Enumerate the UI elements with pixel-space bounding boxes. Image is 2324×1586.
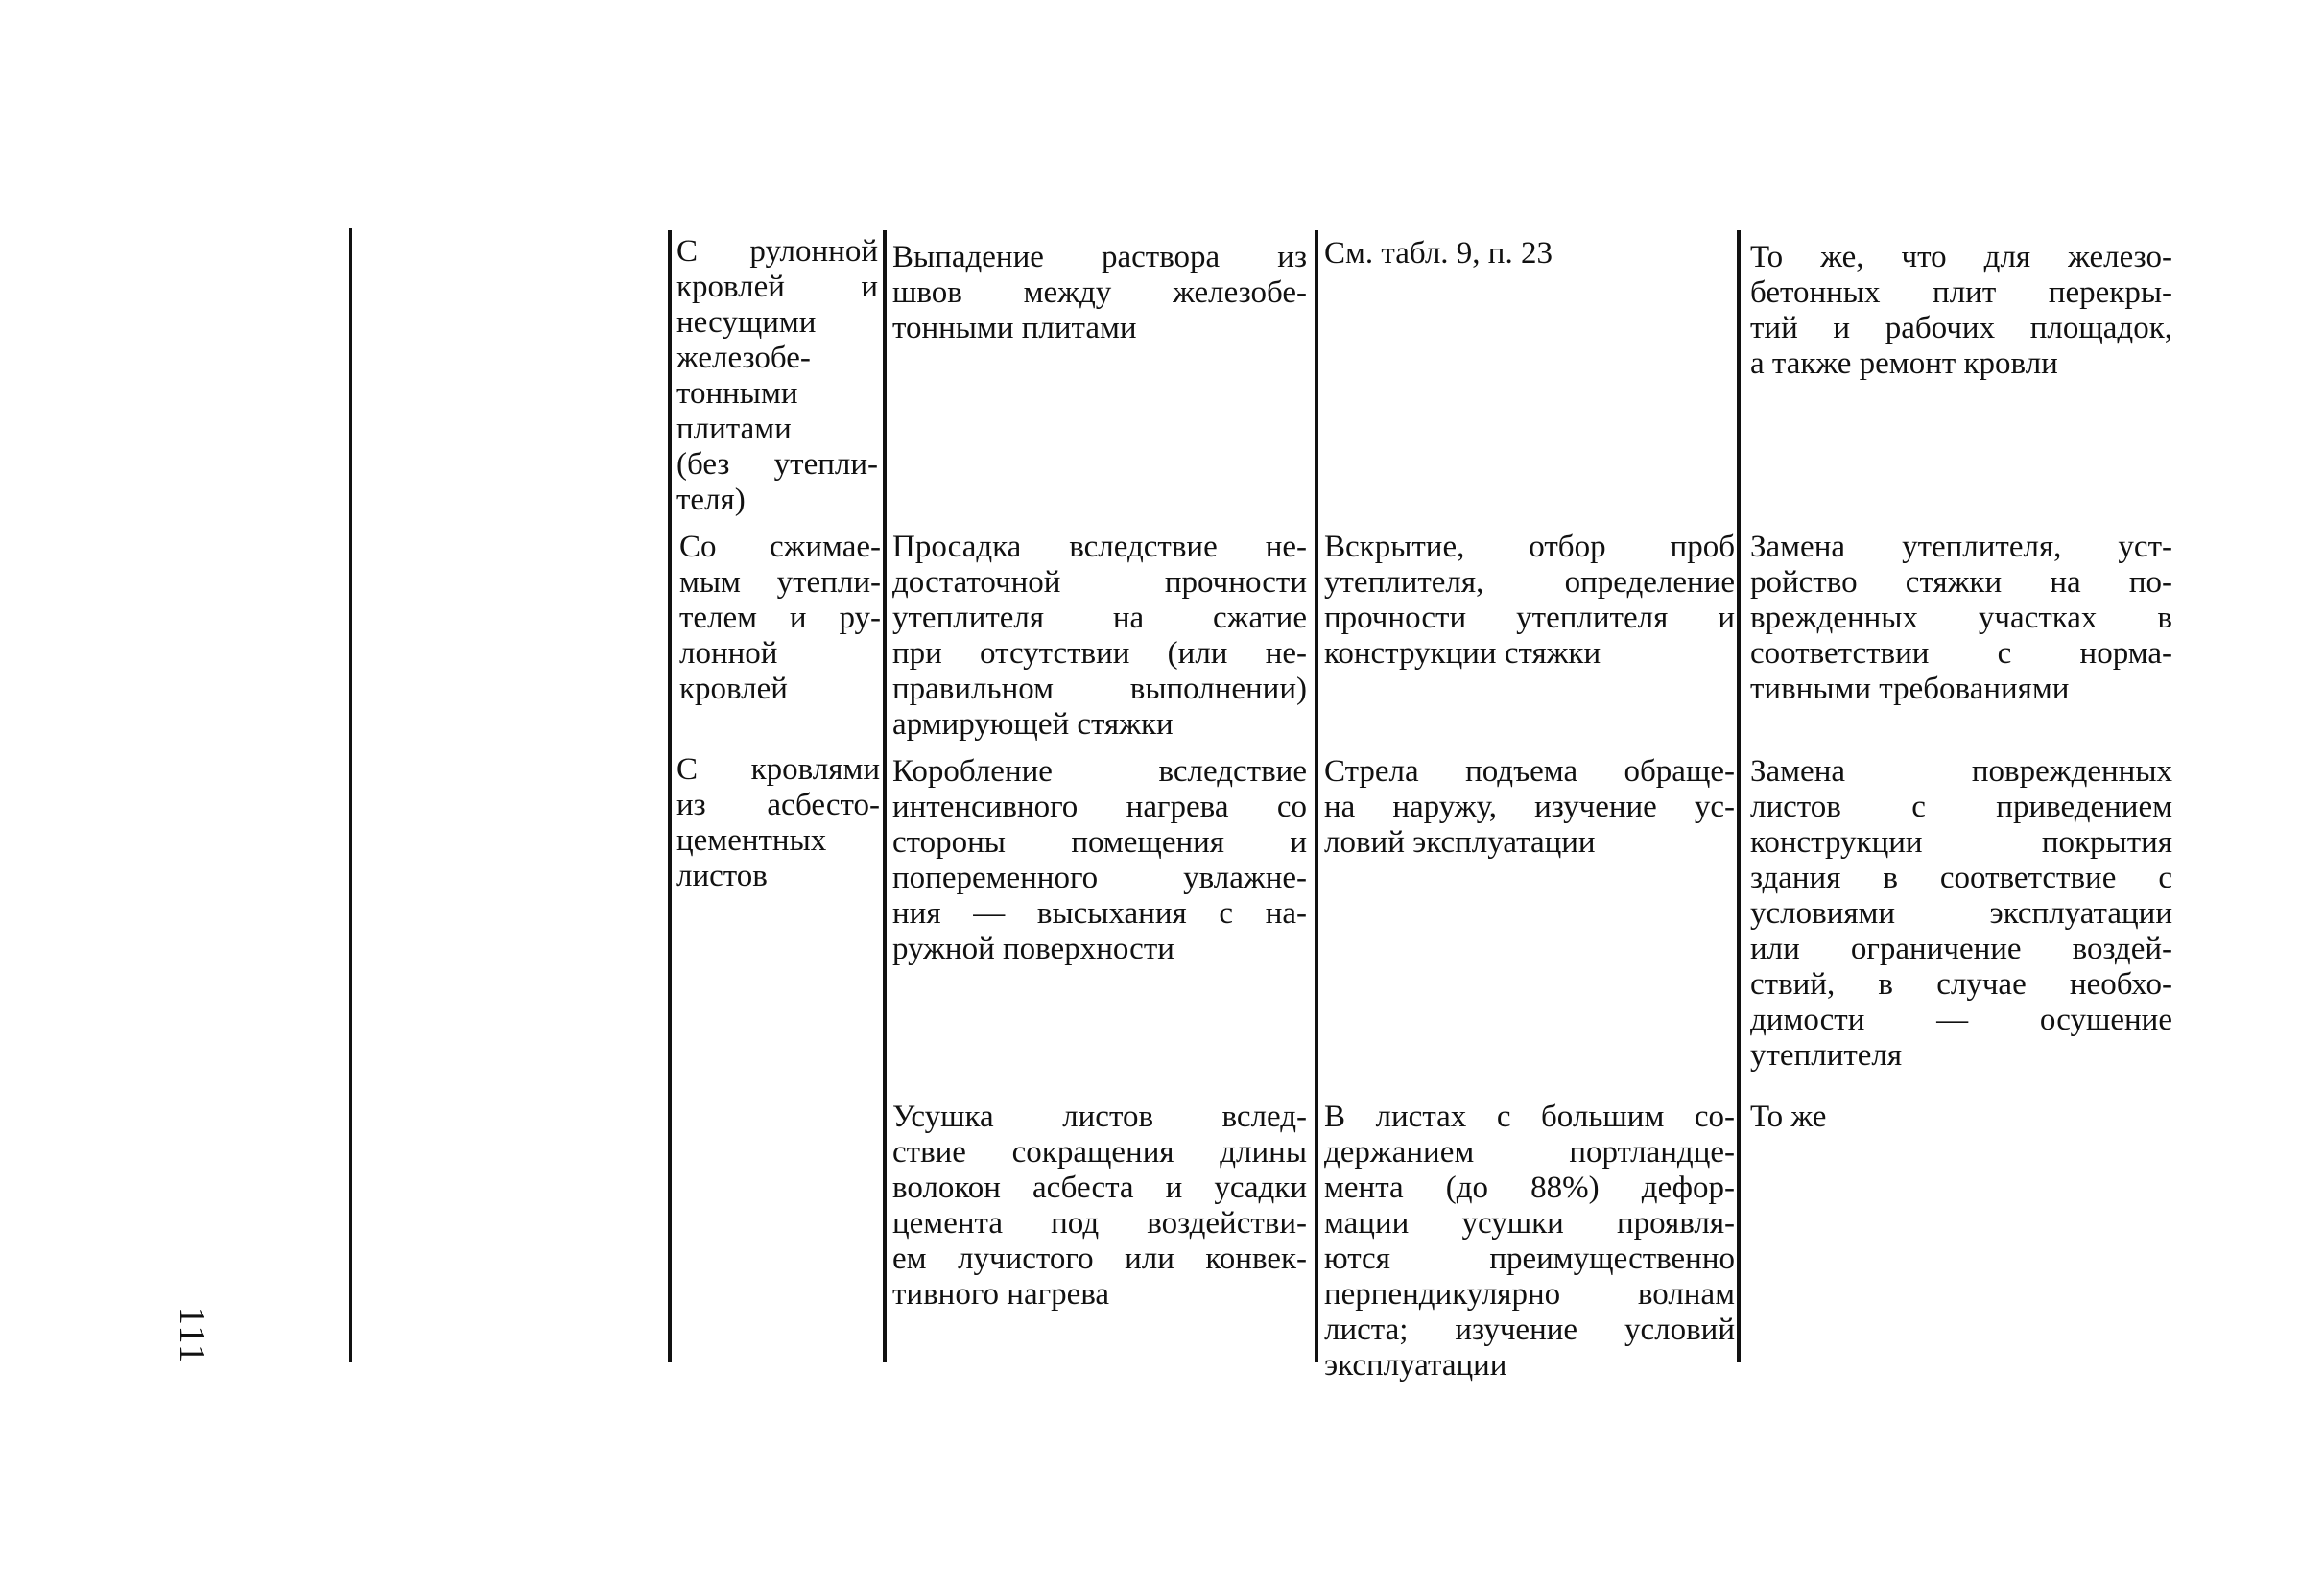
text-line: ройство стяжки на по- xyxy=(1750,565,2172,600)
text-line: ем лучистого или конвек- xyxy=(892,1242,1307,1276)
text-line: правильном выполнении) xyxy=(892,672,1307,706)
inspection-cell xyxy=(1324,530,1735,672)
text-line: перпендикулярно волнам xyxy=(1324,1277,1735,1312)
text-line: при отсутствии (или не- xyxy=(892,636,1307,671)
text-line: цементных xyxy=(676,823,827,858)
text-line: Вскрытие, отбор проб xyxy=(1324,530,1735,564)
text-line: Усушка листов вслед- xyxy=(892,1100,1307,1134)
text-line: конструкции покрытия xyxy=(1750,825,2172,860)
text-line: Коробление вследствие xyxy=(892,754,1307,789)
text-line: Со сжимае- xyxy=(679,530,881,564)
text-line: тонными xyxy=(676,376,798,411)
defect-cell xyxy=(892,1100,1307,1313)
text-line: из асбесто- xyxy=(676,788,880,822)
text-line: а также ремонт кровли xyxy=(1750,346,2058,381)
column-rule-4 xyxy=(1737,230,1741,1362)
page-number: 111 xyxy=(172,1306,213,1365)
text-line: В листах с большим со- xyxy=(1324,1100,1735,1134)
defect-cell xyxy=(892,530,1307,743)
text-line: С рулонной xyxy=(676,234,878,269)
text-line: врежденных участках в xyxy=(1750,601,2172,635)
text-line: Замена поврежденных xyxy=(1750,754,2172,789)
structure-cell xyxy=(676,752,880,894)
structure-cell xyxy=(679,530,881,707)
text-line: соответствии с норма- xyxy=(1750,636,2172,671)
left-margin-rule xyxy=(349,228,352,1362)
text-line: листов xyxy=(676,859,768,893)
text-line: швов между железобе- xyxy=(892,275,1307,310)
text-line: прочности утеплителя и xyxy=(1324,601,1735,635)
text-line: стороны помещения и xyxy=(892,825,1307,860)
text-line: держанием портландце- xyxy=(1324,1135,1735,1170)
inspection-cell xyxy=(1324,754,1735,861)
text-line: или ограничение воздей- xyxy=(1750,932,2172,966)
text-line: кровлей и xyxy=(676,270,878,304)
text-line: ствий, в случае необхо- xyxy=(1750,967,2172,1002)
text-line: волокон асбеста и усадки xyxy=(892,1171,1307,1205)
text-line: плитами xyxy=(676,412,792,446)
remedy-cell xyxy=(1750,754,2172,1074)
text-line: утеплителя на сжатие xyxy=(892,601,1307,635)
text-line: цемента под воздействи- xyxy=(892,1206,1307,1241)
text-line: условиями эксплуатации xyxy=(1750,896,2172,931)
text-line: тивного нагрева xyxy=(892,1277,1110,1312)
text-line: тий и рабочих площадок, xyxy=(1750,311,2172,345)
text-line: достаточной прочности xyxy=(892,565,1307,600)
text-line: мации усушки проявля- xyxy=(1324,1206,1735,1241)
text-line: ловий эксплуатации xyxy=(1324,825,1596,860)
text-line: См. табл. 9, п. 23 xyxy=(1324,236,1553,271)
text-line: ствие сокращения длины xyxy=(892,1135,1307,1170)
text-line: Выпадение раствора из xyxy=(892,240,1307,274)
text-line: интенсивного нагрева со xyxy=(892,790,1307,824)
text-line: несущими xyxy=(676,305,817,340)
text-line: Стрела подъема обраще- xyxy=(1324,754,1735,789)
text-line: здания в соответствие с xyxy=(1750,861,2172,895)
inspection-cell xyxy=(1324,236,1727,272)
text-line: То же, что для железо- xyxy=(1750,240,2172,274)
text-line: тивными требованиями xyxy=(1750,672,2070,706)
inspection-cell xyxy=(1324,1100,1735,1384)
text-line: тонными плитами xyxy=(892,311,1137,345)
text-line: бетонных плит перекры- xyxy=(1750,275,2172,310)
column-rule-3 xyxy=(1315,230,1318,1362)
structure-cell xyxy=(676,234,878,518)
text-line: теля) xyxy=(676,483,746,517)
defect-cell xyxy=(892,240,1307,346)
text-line: листа; изучение условий xyxy=(1324,1313,1735,1347)
defect-cell xyxy=(892,754,1307,967)
text-line: То же xyxy=(1750,1100,1827,1134)
text-line: Просадка вследствие не- xyxy=(892,530,1307,564)
text-line: утеплителя, определение xyxy=(1324,565,1735,600)
column-rule-2 xyxy=(883,230,887,1362)
text-line: Замена утеплителя, уст- xyxy=(1750,530,2172,564)
remedy-cell xyxy=(1750,1100,2172,1135)
text-line: кровлей xyxy=(679,672,788,706)
text-line: попеременного увлажне- xyxy=(892,861,1307,895)
text-line: ются преимущественно xyxy=(1324,1242,1735,1276)
text-line: эксплуатации xyxy=(1324,1348,1507,1383)
text-line: мым утепли- xyxy=(679,565,881,600)
column-rule-1 xyxy=(668,230,672,1362)
text-line: (без утепли- xyxy=(676,447,878,482)
text-line: листов с приведением xyxy=(1750,790,2172,824)
text-line: С кровлями xyxy=(676,752,880,787)
text-line: лонной xyxy=(679,636,778,671)
text-line: конструкции стяжки xyxy=(1324,636,1601,671)
text-line: армирующей стяжки xyxy=(892,707,1174,742)
text-line: утеплителя xyxy=(1750,1038,1903,1073)
text-line: телем и ру- xyxy=(679,601,881,635)
text-line: железобе- xyxy=(676,341,811,375)
text-line: мента (до 88%) дефор- xyxy=(1324,1171,1735,1205)
remedy-cell xyxy=(1750,530,2172,707)
text-line: на наружу, изучение ус- xyxy=(1324,790,1735,824)
text-line: димости — осушение xyxy=(1750,1003,2172,1037)
remedy-cell xyxy=(1750,240,2172,382)
text-line: ния — высыхания с на- xyxy=(892,896,1307,931)
text-line: ружной поверхности xyxy=(892,932,1174,966)
